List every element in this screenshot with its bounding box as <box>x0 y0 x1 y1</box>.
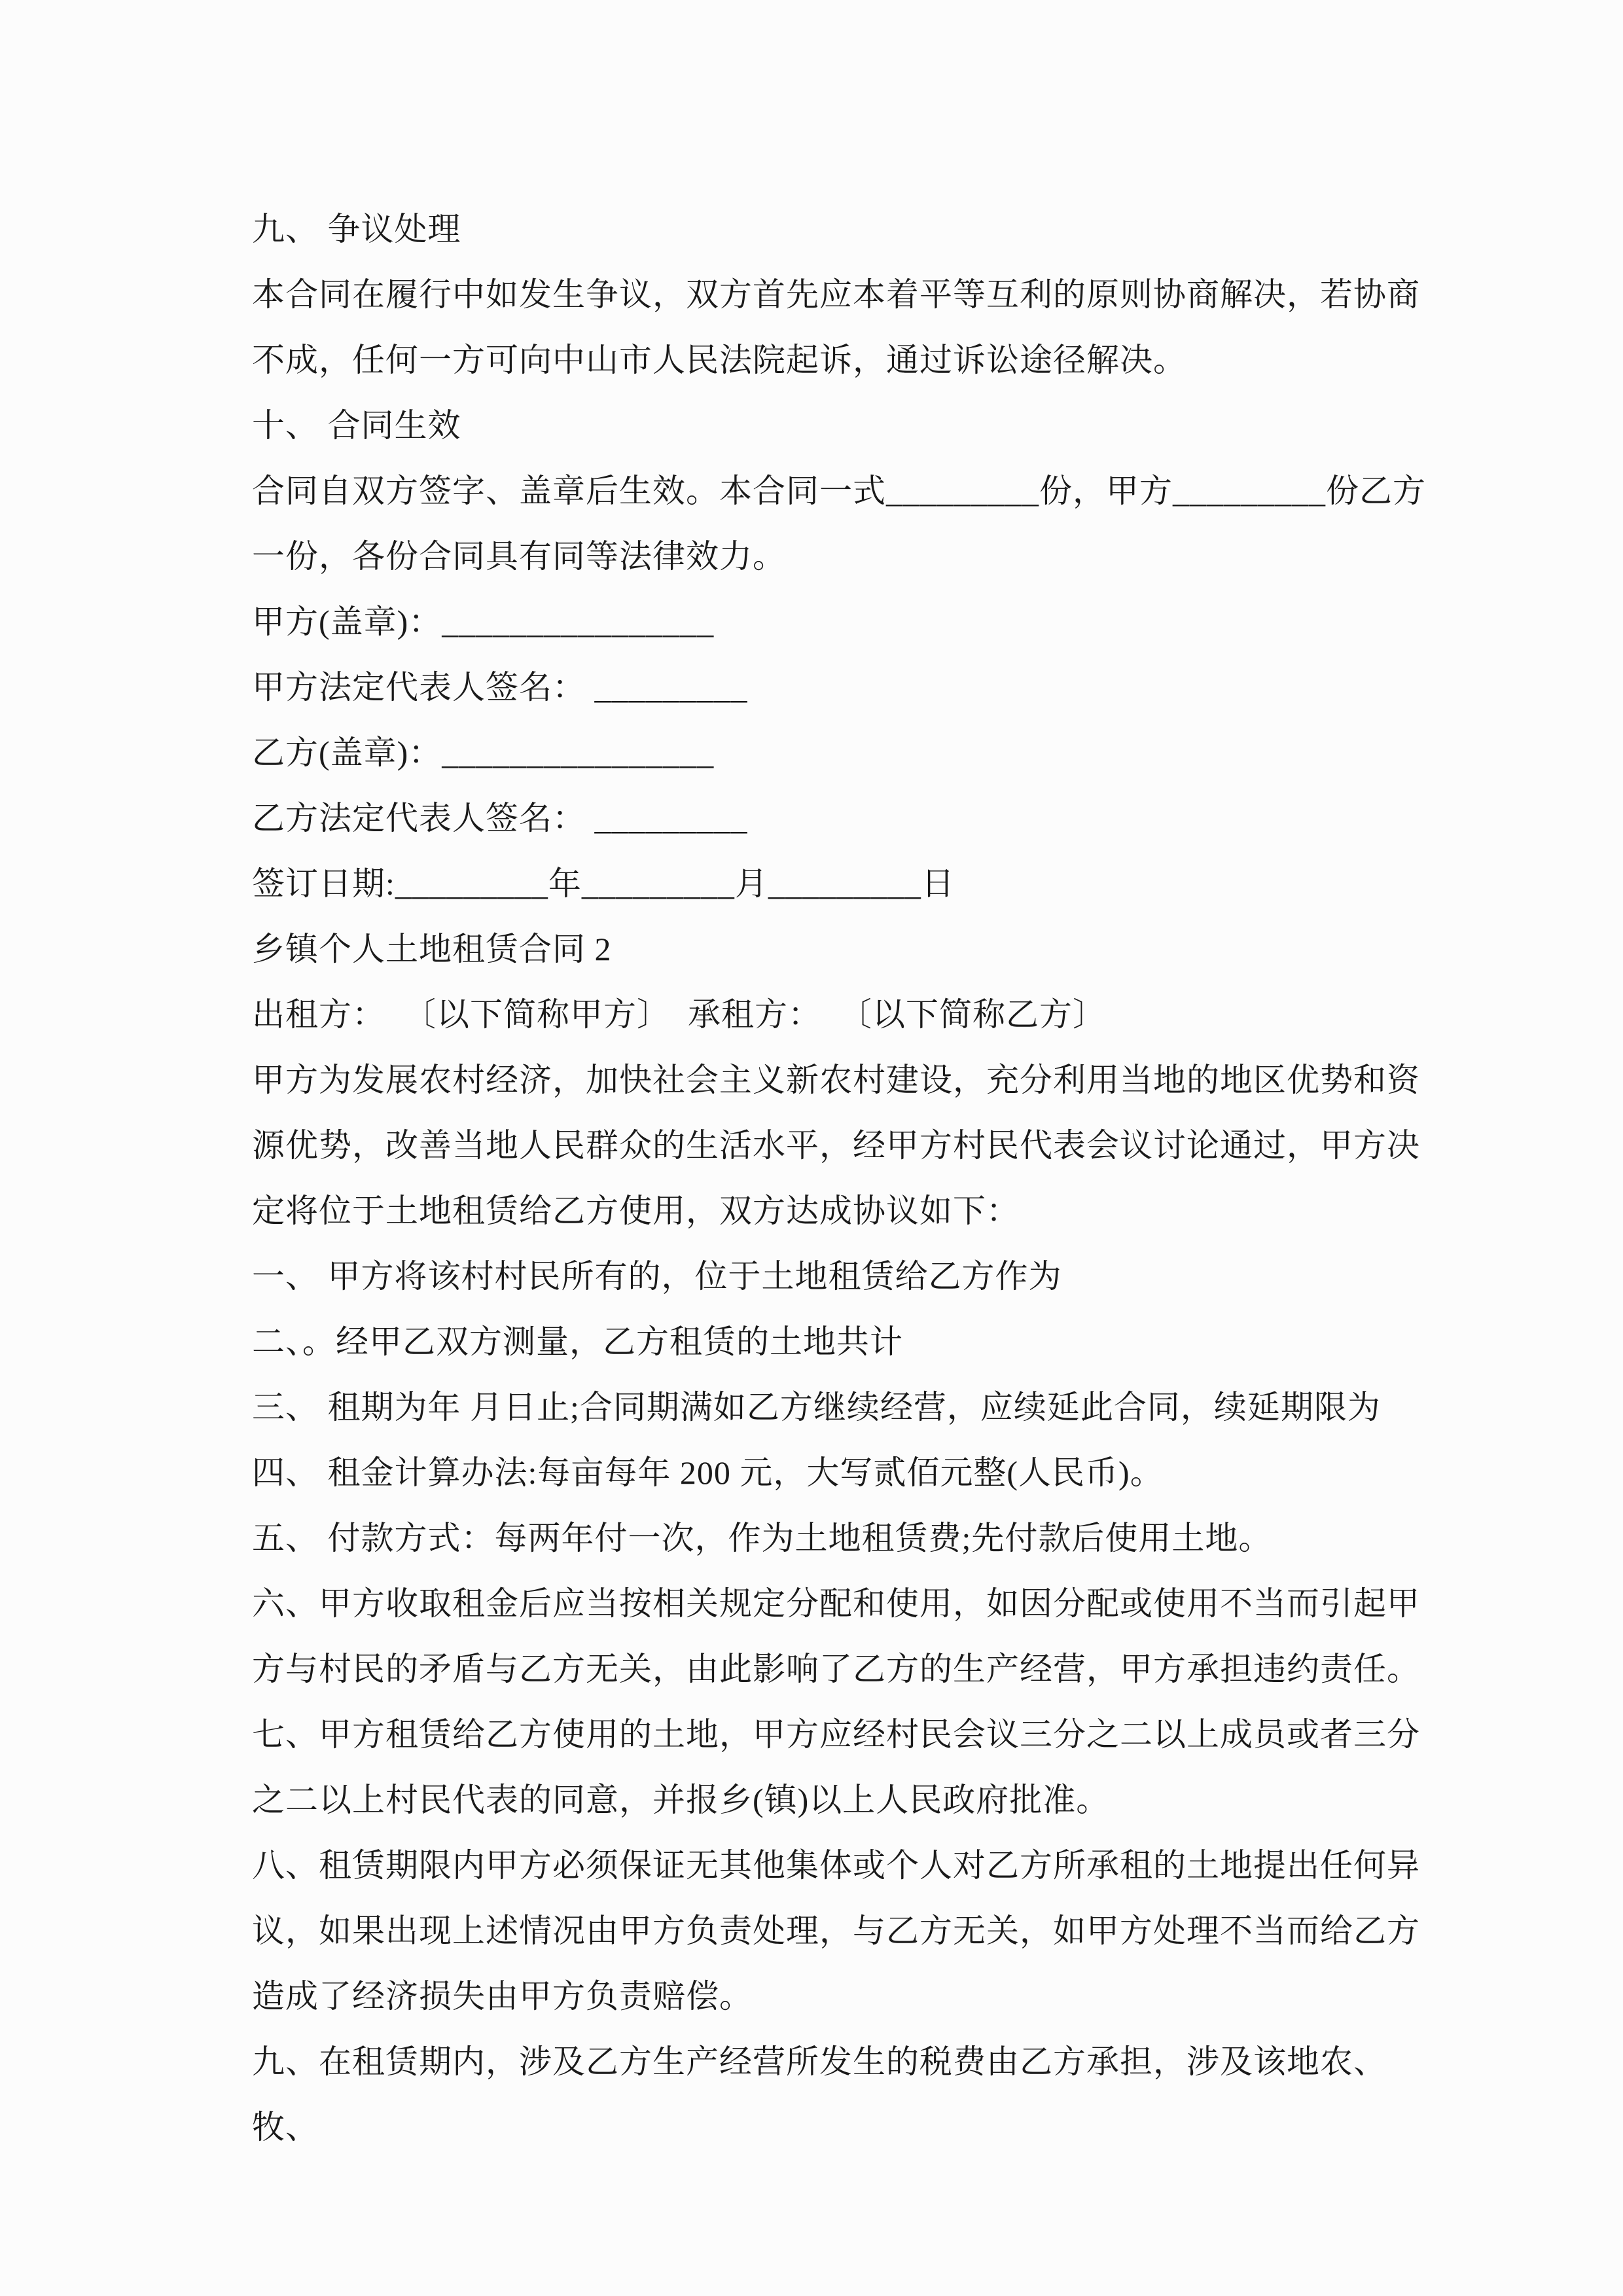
document-line: 二、。经甲乙双方测量，乙方租赁的土地共计 <box>252 1323 903 1360</box>
document-line: 一份，各份合同具有同等法律效力。 <box>252 538 786 575</box>
document-line-signature: 甲方法定代表人签名： _________ <box>252 669 748 706</box>
document-line-signature: 甲方(盖章)：________________ <box>252 603 715 640</box>
document-line: 议，如果出现上述情况由甲方负责处理，与乙方无关，如甲方处理不当而给乙方 <box>252 1912 1420 1949</box>
document-line: 造成了经济损失由甲方负责赔偿。 <box>252 1978 753 2015</box>
document-line: 七、甲方租赁给乙方使用的土地，甲方应经村民会议三分之二以上成员或者三分 <box>252 1716 1420 1753</box>
document-line-heading: 九、 争议处理 <box>252 211 461 247</box>
document-line: 甲方为发展农村经济，加快社会主义新农村建设，充分利用当地的地区优势和资 <box>252 1062 1420 1098</box>
document-line-date: 签订日期:_________年_________月_________日 <box>252 865 955 902</box>
document-line: 六、甲方收取租金后应当按相关规定分配和使用，如因分配或使用不当而引起甲 <box>252 1585 1420 1622</box>
document-line: 源优势，改善当地人民群众的生活水平，经甲方村民代表会议讨论通过，甲方决 <box>252 1127 1420 1164</box>
document-line: 一、 甲方将该村村民所有的，位于土地租赁给乙方作为 <box>252 1258 1062 1295</box>
document-line: 四、 租金计算办法:每亩每年 200 元，大写贰佰元整(人民币)。 <box>252 1454 1164 1491</box>
document-line-heading: 十、 合同生效 <box>252 407 461 444</box>
document-line: 之二以上村民代表的同意，并报乡(镇)以上人民政府批准。 <box>252 1782 1110 1818</box>
document-line: 五、 付款方式：每两年付一次，作为土地租赁费;先付款后使用土地。 <box>252 1520 1272 1556</box>
document-line: 八、租赁期限内甲方必须保证无其他集体或个人对乙方所承租的土地提出任何异 <box>252 1847 1420 1884</box>
document-line: 本合同在履行中如发生争议，双方首先应本着平等互利的原则协商解决，若协商 <box>252 276 1420 313</box>
document-line: 合同自双方签字、盖章后生效。本合同一式_________份，甲方_________份乙方 <box>252 473 1426 509</box>
document-line: 出租方： 〔以下简称甲方〕 承租方： 〔以下简称乙方〕 <box>252 996 1106 1033</box>
document-line-signature: 乙方(盖章)：________________ <box>252 734 715 771</box>
document-line: 三、 租期为年 月日止;合同期满如乙方继续经营，应续延此合同，续延期限为 <box>252 1389 1381 1426</box>
document-line-title: 乡镇个人土地租赁合同 2 <box>252 931 612 967</box>
document-line: 不成，任何一方可向中山市人民法院起诉，通过诉讼途径解决。 <box>252 342 1186 378</box>
document-line: 定将位于土地租赁给乙方使用，双方达成协议如下： <box>252 1193 1020 1229</box>
document-line-signature: 乙方法定代表人签名： _________ <box>252 800 748 836</box>
document-line: 方与村民的矛盾与乙方无关，由此影响了乙方的生产经营，甲方承担违约责任。 <box>252 1651 1420 1687</box>
document-line: 九、在租赁期内，涉及乙方生产经营所发生的税费由乙方承担，涉及该地农、牧、 <box>252 2043 1387 2145</box>
